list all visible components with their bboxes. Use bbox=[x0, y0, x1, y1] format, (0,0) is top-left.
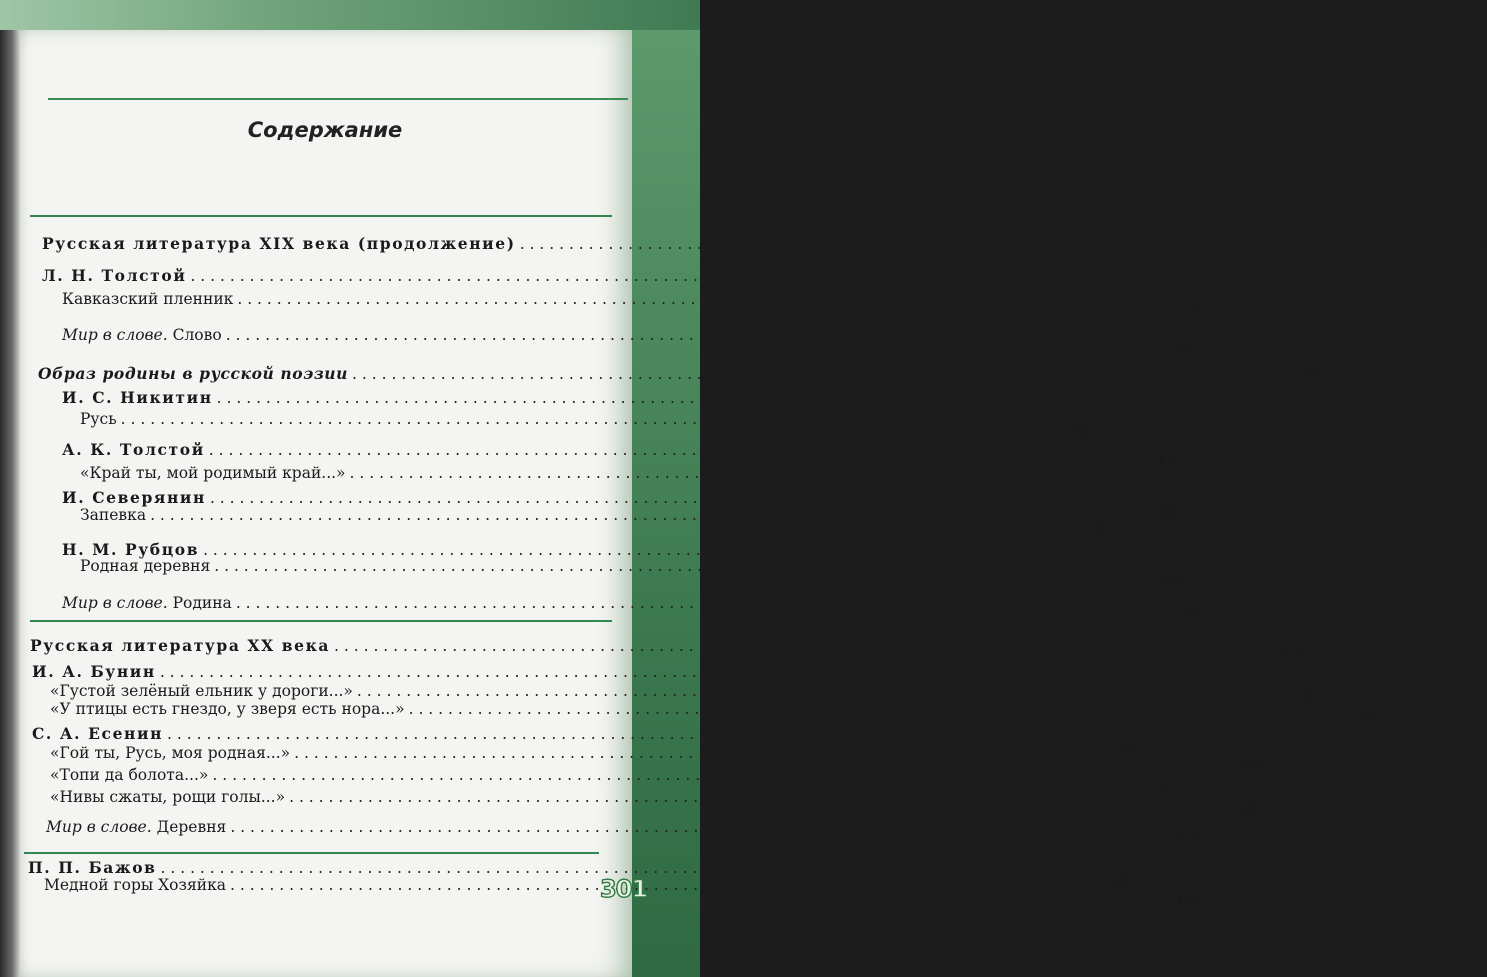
toc-entry: С. А. Есенин . . . 52 bbox=[32, 724, 602, 743]
page-number: 301 bbox=[600, 875, 648, 903]
toc-entry: «У птицы есть гнездо, у зверя есть нора...» . . . 50 bbox=[50, 700, 602, 718]
toc-entry: И. А. Бунин . . . — bbox=[32, 662, 602, 681]
section-divider bbox=[30, 215, 612, 217]
toc-entry: Русская литература XIX века (продолжение) . . . 3 bbox=[42, 234, 602, 253]
toc-entry: Запевка . . . 43 bbox=[80, 506, 602, 524]
toc-entry: Русь . . . 38 bbox=[80, 410, 602, 428]
toc-entry: И. С. Никитин . . . — bbox=[62, 388, 602, 407]
toc-entry: Родная деревня . . . 44 bbox=[80, 557, 602, 575]
section-divider bbox=[30, 620, 612, 622]
toc-entry: Медной горы Хозяйка . . . 60 bbox=[44, 876, 584, 894]
toc-entry: «Топи да болота...» . . . 55 bbox=[50, 766, 602, 784]
toc-entry: «Гой ты, Русь, моя родная...» . . . 54 bbox=[50, 744, 602, 762]
page-edge-shadow bbox=[0, 30, 20, 977]
toc-entry: П. П. Бажов . . . 58 bbox=[28, 858, 584, 877]
toc-entry: Н. М. Рубцов . . . — bbox=[62, 540, 602, 559]
toc-entry: Русская литература XX века . . . 47 bbox=[30, 636, 602, 655]
toc-entry: «Нивы сжаты, рощи голы...» . . . 56 bbox=[50, 788, 602, 806]
toc-entry: Мир в слове. Родина . . . 46 bbox=[62, 594, 602, 612]
toc-entry: «Густой зелёный ельник у дороги...» . . . 49 bbox=[50, 682, 602, 700]
toc-entry: «Край ты, мой родимый край...» . . . — bbox=[80, 464, 602, 482]
header-rule bbox=[48, 98, 628, 100]
toc-entry: И. Северянин . . . 42 bbox=[62, 488, 602, 507]
page-title: Содержание bbox=[247, 118, 403, 142]
toc-entry: Мир в слове. Деревня . . . 57 bbox=[46, 818, 602, 836]
toc-entry: Кавказский пленник . . . 6 bbox=[62, 290, 602, 308]
toc-entry: Образ родины в русской поэзии . . . 37 bbox=[38, 364, 602, 383]
toc-entry: А. К. Толстой . . . 41 bbox=[62, 440, 602, 459]
toc-entry: Мир в слове. Слово . . . 36 bbox=[62, 326, 602, 344]
toc-entry: Л. Н. Толстой . . . — bbox=[42, 266, 602, 285]
section-divider bbox=[24, 852, 599, 854]
